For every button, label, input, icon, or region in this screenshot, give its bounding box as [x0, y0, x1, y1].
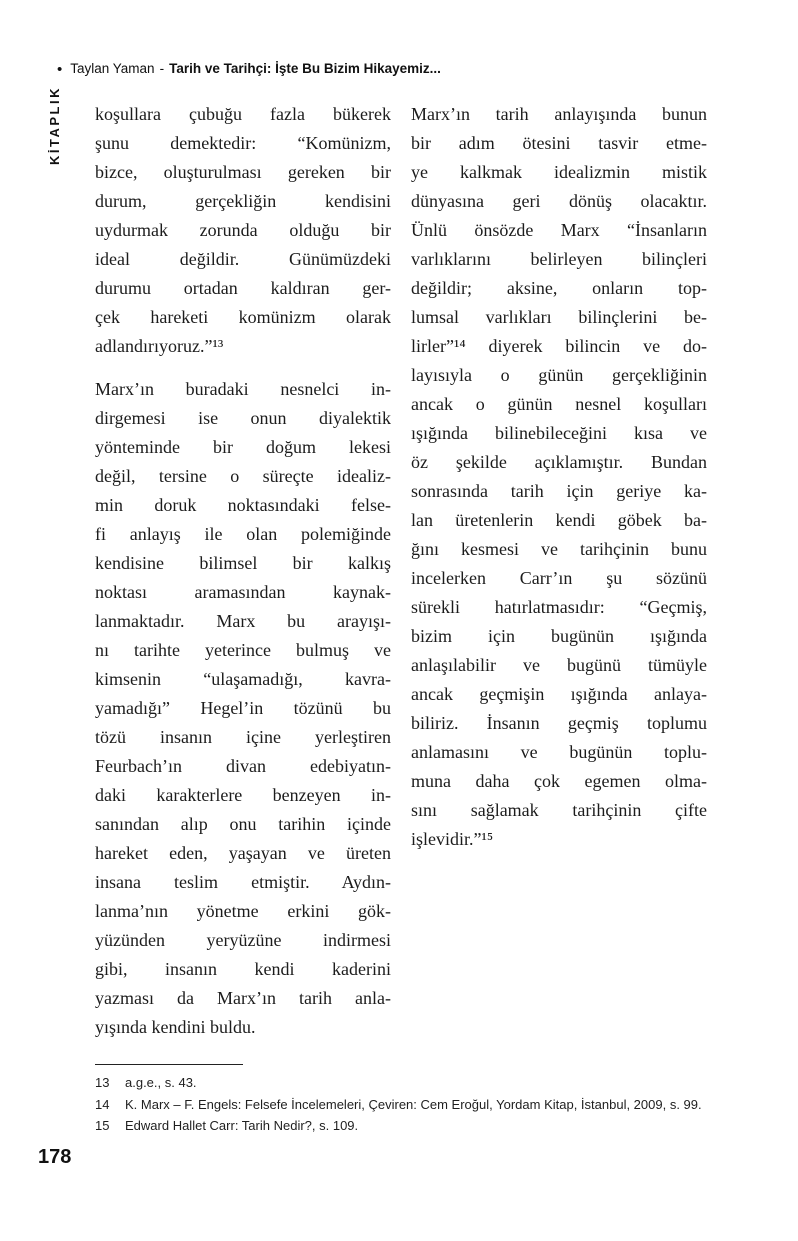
paragraph: Marx’ın buradaki nesnelci in- dirgemesi ise onun diyalektik yönteminde bir doğum lekesi değil, tersine o süreçte idealiz- min doruk noktasındaki felse- fi anlayış ile olan polemiğinde kendisine bilimsel bir kalkış noktası aramasından kaynak- lanmaktadır. Marx bu arayışı- nı tarihte yeterince bulmuş ve kimsenin “ulaşamadığı, kavra- yamadığı” Hegel’in tözünü bu tözü insanın içine yerleştiren Feurbach’ın divan edebiyatın- daki karakterlere benzeyen in- sanından alıp onu tarihin içinde hareket eden, yaşayan ve üreten insana teslim etmiştir. Aydın- lanma’nın yönetme erkini gök- yüzünden yeryüzüne indirmesi gibi, insanın kendi kaderini yazması da Marx’ın tarih anla- yışında kendini buldu.: [95, 379, 391, 1037]
bullet-icon: •: [57, 61, 63, 78]
footnote-separator: [95, 1064, 243, 1065]
header-author: Taylan Yaman: [70, 61, 155, 76]
footnote-number: 15: [95, 1118, 110, 1133]
page-header: [57, 60, 441, 77]
text-columns: [95, 100, 707, 1042]
paragraph: koşullara çubuğu fazla bükerek şunu demektedir: “Komünizm, bizce, oluşturulması gereken bir durum, gerçekliğin kendisini uydurmak zorunda olduğu bir ideal değildir. Günümüzdeki durumu ortadan kaldıran ger- çek hareketi komünizm olarak adlandırıyoruz.”¹³: [95, 104, 391, 356]
page-number: 178: [38, 1146, 72, 1168]
right-column: [411, 100, 707, 1042]
left-column: [95, 100, 391, 1042]
header-separator: -: [159, 61, 165, 76]
footnote-text: Edward Hallet Carr: Tarih Nedir?, s. 109.: [125, 1118, 359, 1133]
footnote: [95, 1072, 709, 1094]
section-label-kitaplik: KİTAPLIK: [47, 86, 62, 165]
footnote-text: K. Marx – F. Engels: Felsefe İncelemeleri, Çeviren: Cem Eroğul, Yordam Kitap, İstanbul, 2009, s. 99.: [125, 1096, 702, 1112]
header-title: Tarih ve Tarihçi: İşte Bu Bizim Hikayemiz...: [169, 61, 441, 76]
footnote: [95, 1115, 709, 1137]
footnotes: [95, 1072, 709, 1137]
footnote-text: a.g.e., s. 43.: [125, 1075, 197, 1090]
footnote-number: 13: [95, 1075, 110, 1090]
paragraph: Marx’ın tarih anlayışında bunun bir adım ötesini tasvir etme- ye kalkmak idealizmin mistik dünyasına geri dönüş olacaktır. Ünlü önsözde Marx “İnsanların varlıklarını belirleyen bilinçleri değildir; aksine, onların top- lumsal varlıkları bilinçlerini be- lirler”¹⁴ diyerek bilincin ve do- layısıyla o günün gerçekliğinin ancak o günün nesnel koşulları ışığında bilinebileceğini kısa ve öz şekilde açıklamıştır. Bundan sonrasında tarih için geriye ka- lan üretenlerin kendi göbek ba- ğını kesmesi ve tarihçinin bunu incelerken Carr’ın şu sözünü sürekli hatırlatmasıdır: “Geçmiş, bizim için bugünün ışığında anlaşılabilir ve bugünü tümüyle ancak geçmişin ışığında anlaya- biliriz. İnsanın geçmiş toplumu anlamasını ve bugünün toplu- muna daha çok egemen olma- sını sağlamak tarihçinin çifte işlevidir.”¹⁵: [411, 104, 707, 849]
footnote: [95, 1094, 709, 1116]
footnote-number: 14: [95, 1096, 110, 1112]
